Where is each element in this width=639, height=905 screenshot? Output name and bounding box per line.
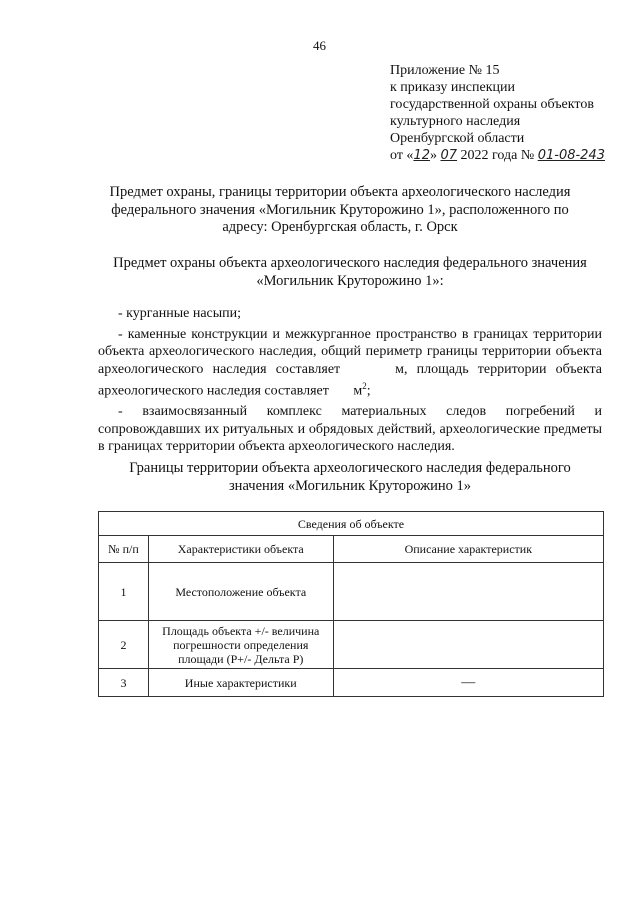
row-description (333, 563, 603, 621)
annex-line-order: к приказу инспекции (390, 80, 516, 95)
protection-subject-line-2: «Могильник Круторожино 1»: (256, 272, 444, 289)
table-row (99, 669, 604, 697)
annex-line-inspection: государственной охраны объектов (390, 97, 594, 112)
annex-block (390, 62, 605, 164)
table-row (99, 621, 604, 669)
annex-title: Приложение № 15 (390, 63, 500, 78)
document-title-line-3: адресу: Оренбургская область, г. Орск (222, 219, 458, 235)
annex-line-heritage: культурного наследия (390, 114, 521, 129)
date-mid: » (429, 148, 437, 163)
page-number: 46 (313, 38, 326, 53)
object-info-table (98, 511, 604, 697)
row-description: — (333, 669, 603, 697)
list-item: - курганные насыпи; (118, 306, 242, 321)
document-title-line-1: Предмет охраны, границы территории объекта археологического наследия (109, 184, 571, 200)
protection-subject-line-1: Предмет охраны объекта археологического наследия федерального значения (113, 255, 587, 271)
area-unit: м (353, 383, 363, 399)
order-number-handwritten: 01-08-243 (537, 148, 605, 163)
annex-date-line (390, 147, 605, 164)
row-number: 3 (99, 669, 149, 697)
header-description: Описание характеристик (333, 536, 603, 563)
row-characteristic: Местоположение объекта (148, 563, 333, 621)
list-item (98, 326, 602, 401)
row-characteristic: Площадь объекта +/- величина погрешности определения площади (P+/- Дельта P) (148, 621, 333, 669)
header-number: № п/п (99, 536, 149, 563)
list-item-text-b: м, площадь территории объекта археологического наследия составляет (98, 361, 602, 399)
boundaries-heading-line-1: Границы территории объекта археологического наследия федерального (129, 460, 571, 476)
protection-subject-list (98, 305, 602, 459)
table-caption: Сведения об объекте (99, 512, 604, 536)
list-item-text-a: - каменные конструкции и межкурганное пространство в границах территории объекта археологического наследия, общий периметр границы территории объекта археологического наследия составляет (98, 326, 602, 377)
document-title-line-2: федерального значения «Могильник Круторожино 1», расположенного по (111, 201, 569, 218)
row-number: 1 (99, 563, 149, 621)
boundaries-heading (80, 460, 620, 495)
date-year: 2022 года № (460, 148, 535, 163)
annex-line-region: Оренбургской области (390, 131, 525, 146)
row-characteristic: Иные характеристики (148, 669, 333, 697)
area-unit-sup: 2 (362, 381, 367, 391)
row-number: 2 (99, 621, 149, 669)
document-title (80, 184, 600, 237)
date-prefix: от « (390, 148, 414, 163)
boundaries-heading-line-2: значения «Могильник Круторожино 1» (228, 477, 472, 494)
table-row (99, 563, 604, 621)
header-characteristic: Характеристики объекта (148, 536, 333, 563)
protection-subject-heading (80, 255, 620, 290)
list-item-end: ; (366, 383, 371, 399)
row-description (333, 621, 603, 669)
date-month-handwritten: 07 (440, 148, 458, 163)
list-item: - взаимосвязанный комплекс материальных следов погребений и сопровождавших их ритуальных и обрядовых действий, археологические предметы в границах территории объекта археологического наследия. (98, 404, 602, 455)
date-day-handwritten: 12 (413, 148, 430, 163)
